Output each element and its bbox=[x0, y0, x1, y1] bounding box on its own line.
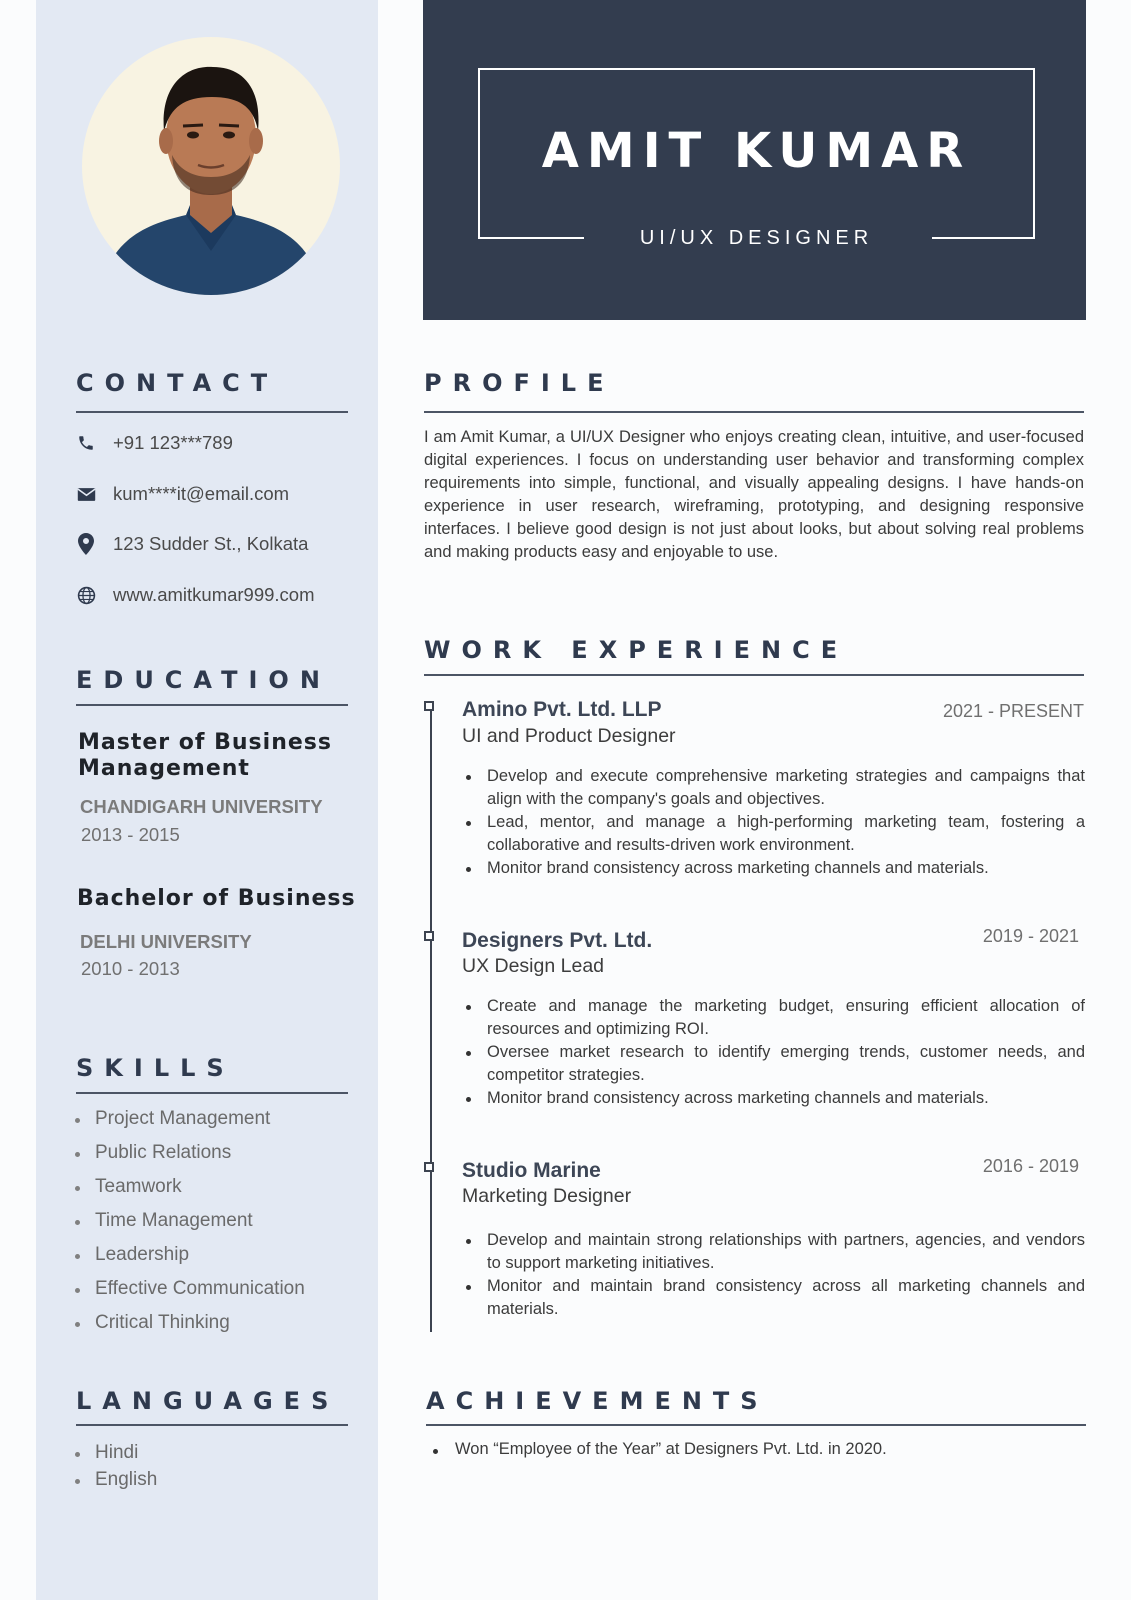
contact-divider bbox=[76, 411, 348, 413]
contact-email bbox=[76, 483, 289, 505]
job-bullet: Lead, mentor, and manage a high-performing marketing team, fostering a collaborative and results-driven work environment. bbox=[462, 811, 1085, 857]
education-years: 2013 - 2015 bbox=[81, 824, 180, 845]
languages-heading: LANGUAGES bbox=[76, 1387, 340, 1415]
skill-item: Leadership bbox=[74, 1244, 305, 1266]
language-item: English bbox=[74, 1469, 157, 1491]
education-divider bbox=[76, 704, 348, 706]
phone-icon bbox=[76, 433, 96, 453]
skill-item: Teamwork bbox=[74, 1176, 305, 1198]
header-banner bbox=[423, 0, 1086, 320]
skill-item: Project Management bbox=[74, 1108, 305, 1130]
candidate-name: AMIT KUMAR bbox=[541, 123, 972, 179]
job-dates: 2019 - 2021 bbox=[982, 926, 1079, 946]
job-bullet: Monitor brand consistency across marketing channels and materials. bbox=[462, 1087, 1085, 1110]
contact-website bbox=[76, 584, 315, 606]
phone-number: +91 123***789 bbox=[113, 432, 233, 453]
job-company: Designers Pvt. Ltd. bbox=[462, 929, 653, 952]
experience-heading: WORK EXPERIENCE bbox=[424, 636, 849, 664]
mail-icon bbox=[76, 484, 96, 504]
globe-icon bbox=[76, 585, 96, 605]
job-bullets bbox=[462, 995, 1085, 1110]
job-bullet: Oversee market research to identify emerging trends, customer needs, and competitor strategies. bbox=[462, 1041, 1085, 1087]
timeline-marker bbox=[424, 931, 434, 941]
job-title: Marketing Designer bbox=[462, 1185, 632, 1207]
job-bullet: Develop and execute comprehensive marketing strategies and campaigns that align with the company's goals and objectives. bbox=[462, 765, 1085, 811]
job-company: Studio Marine bbox=[462, 1159, 601, 1182]
education-years: 2010 - 2013 bbox=[81, 958, 180, 979]
timeline-line bbox=[430, 705, 432, 1332]
skills-divider bbox=[76, 1092, 348, 1094]
job-bullet: Develop and maintain strong relationships with partners, agencies, and vendors to support marketing initiatives. bbox=[462, 1229, 1085, 1275]
contact-heading: CONTACT bbox=[76, 369, 279, 397]
job-company: Amino Pvt. Ltd. LLP bbox=[462, 698, 662, 721]
languages-list bbox=[74, 1442, 157, 1491]
frame-top bbox=[478, 68, 1035, 70]
job-bullet: Monitor brand consistency across marketing channels and materials. bbox=[462, 857, 1085, 880]
skills-heading: SKILLS bbox=[76, 1054, 235, 1082]
education-school: DELHI UNIVERSITY bbox=[80, 931, 252, 952]
profile-photo bbox=[82, 37, 340, 295]
job-bullet: Create and manage the marketing budget, ensuring efficient allocation of resources and optimizing ROI. bbox=[462, 995, 1085, 1041]
job-bullets bbox=[462, 765, 1085, 880]
contact-phone bbox=[76, 432, 233, 454]
profile-heading: PROFILE bbox=[424, 369, 615, 397]
skill-item: Effective Communication bbox=[74, 1278, 305, 1300]
education-degree: Bachelor of Business bbox=[77, 886, 356, 911]
address-text: 123 Sudder St., Kolkata bbox=[113, 533, 309, 554]
skill-item: Critical Thinking bbox=[74, 1312, 305, 1334]
job-dates: 2016 - 2019 bbox=[982, 1156, 1079, 1176]
job-bullet: Monitor and maintain brand consistency across all marketing channels and materials. bbox=[462, 1275, 1085, 1321]
candidate-role: UI/UX DESIGNER bbox=[639, 227, 874, 249]
profile-text: I am Amit Kumar, a UI/UX Designer who enjoys creating clean, intuitive, and user-focused digital experiences. I focus on understanding user behavior and transforming complex requirements into simple, functional, and visually appealing designs. I have hands-on experience in user research, wireframing, prototyping, and designing responsive interfaces. I believe good design is not just about looks, but about solving real problems and making products easy and enjoyable to use. bbox=[424, 428, 1084, 561]
job-title: UX Design Lead bbox=[462, 955, 605, 977]
location-pin-icon bbox=[76, 534, 96, 554]
skills-list bbox=[74, 1108, 305, 1334]
frame-right bbox=[1033, 68, 1035, 239]
skill-item: Public Relations bbox=[74, 1142, 305, 1164]
job-bullets bbox=[462, 1229, 1085, 1321]
email-address[interactable]: kum****it@email.com bbox=[113, 483, 290, 504]
timeline-marker bbox=[424, 701, 434, 711]
contact-address bbox=[76, 533, 308, 555]
achievements-divider bbox=[426, 1424, 1086, 1426]
website-link[interactable]: www.amitkumar999.com bbox=[113, 584, 315, 605]
achievement-item: Won “Employee of the Year” at Designers Pvt. Ltd. in 2020. bbox=[432, 1440, 887, 1459]
education-school: CHANDIGARH UNIVERSITY bbox=[80, 796, 323, 817]
education-heading: EDUCATION bbox=[76, 666, 331, 694]
profile-divider bbox=[424, 411, 1084, 413]
languages-divider bbox=[76, 1424, 348, 1426]
achievements-list bbox=[432, 1440, 887, 1459]
job-dates: 2021 - PRESENT bbox=[942, 701, 1084, 721]
skill-item: Time Management bbox=[74, 1210, 305, 1232]
education-degree: Master of Business Management bbox=[78, 730, 332, 781]
language-item: Hindi bbox=[74, 1442, 157, 1464]
job-title: UI and Product Designer bbox=[462, 725, 676, 747]
experience-divider bbox=[424, 674, 1084, 676]
timeline-marker bbox=[424, 1162, 434, 1172]
achievements-heading: ACHIEVEMENTS bbox=[426, 1387, 769, 1415]
